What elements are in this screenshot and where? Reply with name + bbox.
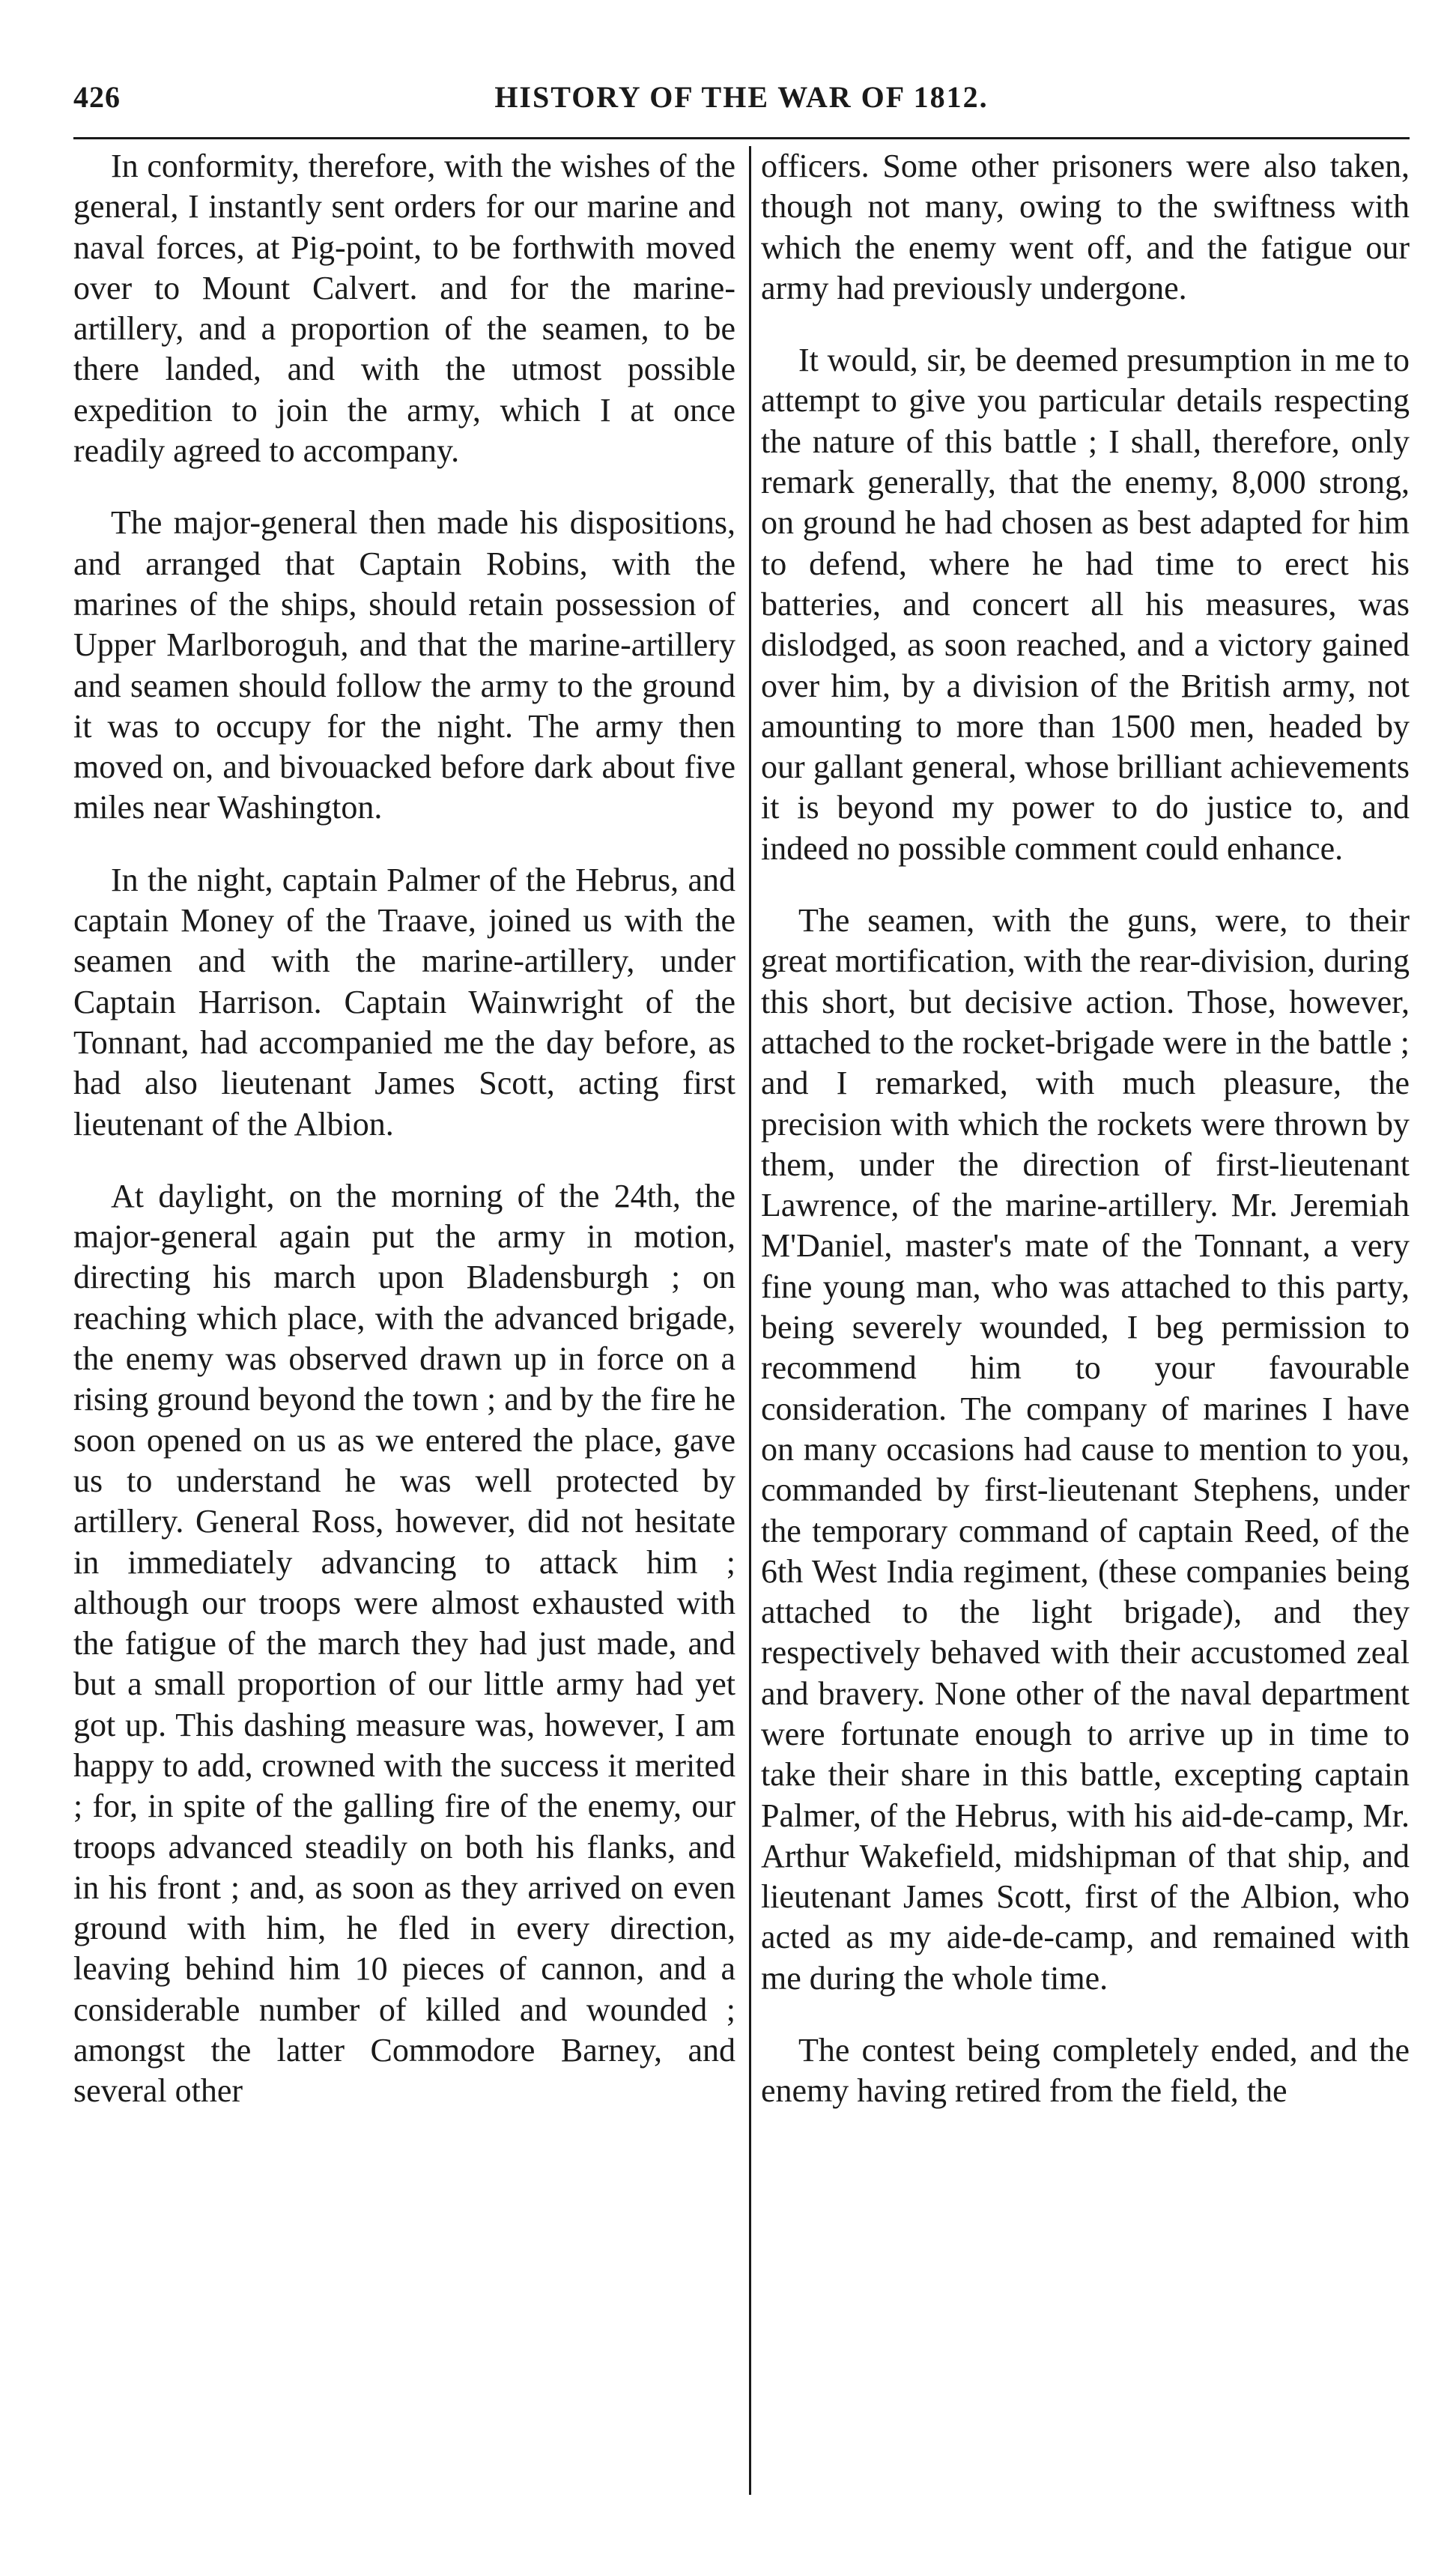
paragraph: The contest being completely ended, and the enemy having retired from the field, the xyxy=(761,2032,1410,2110)
right-column xyxy=(756,146,1410,2495)
page-header xyxy=(73,72,1410,132)
running-title: HISTORY OF THE WAR OF 1812. xyxy=(494,80,989,114)
header-rule xyxy=(73,137,1410,139)
paragraph: In the night, captain Palmer of the Hebrus, and captain Money of the Traave, joined us with the seamen and with the marine-artillery, under Captain Harrison. Captain Wainwright of the Tonnant, had accompanied me the day before, as had also lieutenant James Scott, acting first lieutenant of the Albion. xyxy=(73,861,735,1143)
paragraph: At daylight, on the morning of the 24th, the major-general again put the army in motion, directing his march upon Bladensburgh ; on reaching which place, with the advanced brigade, the enemy was observed drawn up in force on a rising ground beyond the town ; and by the fire he soon opened on us as we entered the place, gave us to understand he was well protected by artillery. General Ross, however, did not hesitate in immediately advancing to attack him ; although our troops were almost exhausted with the fatigue of the march they had just made, and but a small proportion of our little army had yet got up. This dashing measure was, however, I am happy to add, crowned with the success it merited ; for, in spite of the galling fire of the enemy, our troops advanced steadily on both his flanks, and in his front ; and, as soon as they arrived on even ground with him, he fled in every direction, leaving behind him 10 pieces of cannon, and a considerable number of killed and wounded ; amongst the latter Commodore Barney, and several other xyxy=(73,1177,735,2110)
column-divider xyxy=(749,146,751,2495)
paragraph: It would, sir, be deemed presumption in me to attempt to give you particular details respecting the nature of this battle ; I shall, therefore, only remark generally, that the enemy, 8,000 strong, on ground he had chosen as best adapted for him to defend, where he had time to erect his batteries, and concert all his measures, was dislodged, as soon reached, and a victory gained over him, by a division of the British army, not amounting to more than 1500 men, headed by our gallant general, whose brilliant achievements it is beyond my power to do justice to, and indeed no possible comment could enhance. xyxy=(761,342,1410,867)
paragraph: The major-general then made his dispositions, and arranged that Captain Robins, with the marines of the ships, should retain possession of Upper Marlboroguh, and that the marine-artillery and seamen should follow the army to the ground it was to occupy for the night. The army then moved on, and bivouacked before dark about five miles near Washington. xyxy=(73,504,735,826)
paragraph: officers. Some other prisoners were also taken, though not many, owing to the swiftness with which the enemy went off, and the fatigue our army had previously undergone. xyxy=(761,148,1410,306)
left-column xyxy=(73,146,741,2495)
paragraph: In conformity, therefore, with the wishes of the general, I instantly sent orders for our marine and naval forces, at Pig-point, to be forthwith moved over to Mount Calvert. and for the marine-artillery, and a proportion of the seamen, to be there landed, and with the utmost possible expedition to join the army, which I at once readily agreed to accompany. xyxy=(73,148,735,470)
page-number: 426 xyxy=(73,80,121,114)
paragraph: The seamen, with the guns, were, to their great mortification, with the rear-division, during this short, but decisive action. Those, however, attached to the rocket-brigade were in the battle ; and I remarked, with much pleasure, the precision with which the rockets were thrown by them, under the direction of first-lieutenant Lawrence, of the marine-artillery. Mr. Jeremiah M'Daniel, master's mate of the Tonnant, a very fine young man, who was attached to this party, being severely wounded, I beg permission to recommend him to your favourable consideration. The company of marines I have on many occasions had cause to mention to you, commanded by first-lieutenant Stephens, under the temporary command of captain Reed, of the 6th West India regiment, (these companies being attached to the light brigade), and they respectively behaved with their accustomed zeal and bravery. None other of the naval department were fortunate enough to arrive up in time to take their share in this battle, excepting captain Palmer, of the Hebrus, with his aid-de-camp, Mr. Arthur Wakefield, midshipman of that ship, and lieutenant James Scott, first of the Albion, who acted as my aide-de-camp, and remained with me during the whole time. xyxy=(761,902,1410,1997)
